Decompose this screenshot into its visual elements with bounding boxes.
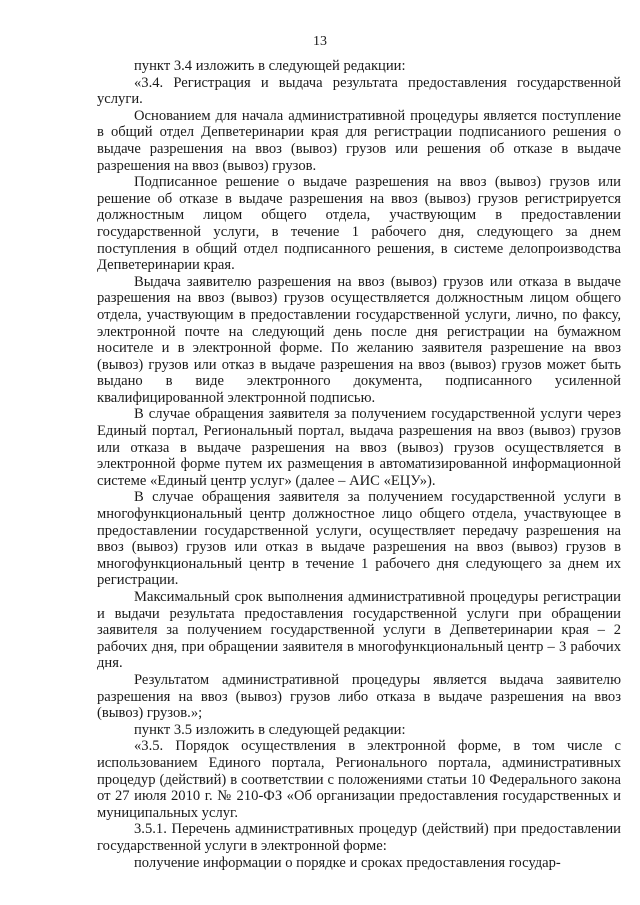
paragraph-13: получение информации о порядке и сроках предоставления государ- [134, 854, 561, 871]
paragraph-12: 3.5.1. Перечень административных процедур (действий) при предоставлении государственной услуги в электронной форме: [97, 821, 621, 854]
paragraph-2: «3.4. Регистрация и выдача результата предоставления государственной услуги. [97, 74, 621, 108]
document-body [97, 58, 621, 871]
paragraph-1: пункт 3.4 изложить в следующей редакции: [134, 58, 406, 74]
paragraph-6: В случае обращения заявителя за получением государственной услуги через Единый портал, Региональный портал, выдача разрешения на ввоз (вывоз) грузов или отказа в выдаче разрешения на ввоз (вывоз) грузов осуществляется в электронной форме путем их размещения в автоматизированной информационной системе «Единый центр услуг» (далее – АИС «ЕЦУ»). [97, 406, 621, 489]
paragraph-10: пункт 3.5 изложить в следующей редакции: [134, 721, 406, 738]
paragraph-5: Выдача заявителю разрешения на ввоз (вывоз) грузов или отказа в выдаче разрешения на ввоз (вывоз) грузов осуществляется должностным лицом общего отдела, участвующим в предоставлении государственной услуги, лично, по факсу, электронной почте на следующий день после дня регистрации на бумажном носителе и в электронной форме. По желанию заявителя разрешение на ввоз (вывоз) грузов или отказ в выдаче разрешения на ввоз (вывоз) грузов может быть выдано в виде электронного документа, подписанного усиленной квалифицированной электронной подписью. [97, 273, 621, 406]
paragraph-4: Подписанное решение о выдаче разрешения на ввоз (вывоз) грузов или решение об отказе в выдаче разрешения на ввоз (вывоз) грузов регистрируется должностным лицом общего отдела, участвующим в предоставлении государственной услуги, в течение 1 рабочего дня, следующего за днем поступления в общий отдел подписанного решения, в системе делопроизводства Депветеринарии края. [97, 174, 621, 274]
paragraph-11: «3.5. Порядок осуществления в электронной форме, в том числе с использованием Единого портала, Регионального портала, административных процедур (действий) в соответствии с положениями статьи 10 Федерального закона от 27 июля 2010 г. № 210-ФЗ «Об организации предоставления государственных и муниципальных услуг. [97, 738, 621, 821]
paragraph-3: Основанием для начала административной процедуры является поступление в общий отдел Депветеринарии края для регистрации подписаниого решения о выдаче разрешения на ввоз (вывоз) грузов или решения об отказе в выдаче разрешения на ввоз (вывоз) грузов. [97, 107, 621, 174]
paragraph-9: Результатом административной процедуры является выдача заявителю разрешения на ввоз (вывоз) грузов либо отказа в выдаче разрешения на ввоз (вывоз) грузов.»; [97, 671, 621, 722]
page-number: 13 [313, 34, 327, 49]
paragraph-7: В случае обращения заявителя за получением государственной услуги в многофункциональный центр должностное лицо общего отдела, участвующее в предоставлении государственной услуги, осуществляет передачу разрешения на ввоз (вывоз) грузов или отказ в выдаче разрешения на ввоз (вывоз) грузов в многофункциональный центр в течение 1 рабочего дня следующего за днем их регистрации. [97, 489, 621, 589]
paragraph-8: Максимальный срок выполнения административной процедуры регистрации и выдачи результата предоставления государственной услуги при обращении заявителя за получением государственной услуги в Депветеринарии края – 2 рабочих дня, при обращении заявителя в многофункциональный центр – 3 рабочих дня. [97, 589, 621, 672]
